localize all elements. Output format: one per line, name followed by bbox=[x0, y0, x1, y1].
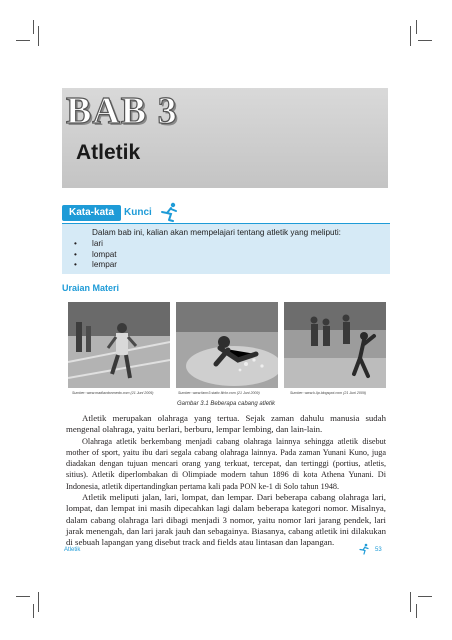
chapter-number: BAB 3 bbox=[66, 90, 178, 132]
photo-throw bbox=[284, 302, 386, 388]
body-text bbox=[66, 413, 386, 549]
keywords-tab: Kata-kata bbox=[62, 205, 121, 221]
figure-caption: Gambar 3.1 Beberapa cabang atletik bbox=[176, 401, 276, 407]
crop-mark bbox=[410, 26, 411, 46]
paragraph: Atletik merupakan olahraga yang tertua. Sejak zaman dahulu manusia sudah mengenal olahraga, yaitu berlari, berburu, lempar lembing, dan lain-lain. bbox=[66, 413, 386, 435]
crop-mark bbox=[38, 26, 39, 46]
section-heading: Uraian Materi bbox=[62, 283, 120, 293]
keywords-box bbox=[62, 205, 390, 275]
crop-mark bbox=[33, 20, 34, 34]
footer-chapter-label: Atletik bbox=[64, 547, 81, 553]
crop-mark bbox=[418, 596, 432, 597]
runner-icon bbox=[358, 543, 370, 555]
photo-source: Sumber: www.k-lip.blogspot.com (21 Juni 2009) bbox=[290, 391, 367, 395]
photo-source: Sumber: www.madlavdonmedo.com (21 Juni 2009) bbox=[72, 391, 154, 395]
keyword-item: • lari bbox=[74, 239, 117, 250]
crop-mark bbox=[16, 40, 30, 41]
keyword-item: • lempar bbox=[74, 260, 117, 271]
crop-mark bbox=[16, 596, 30, 597]
keywords-list bbox=[74, 239, 117, 271]
crop-mark bbox=[416, 20, 417, 34]
page-number: 53 bbox=[375, 547, 382, 553]
crop-mark bbox=[416, 604, 417, 618]
paragraph: Atletik meliputi jalan, lari, lompat, dan lempar. Dari beberapa cabang olahraga lari, lompat, dan lempat ini masih dipecahkan lagi dalam beberapa kategori nomor. Misalnya, dalam cabang olahraga lari dibagi menjadi 3 nomor, yaitu nomor lari jarang pendek, lari jarak menengah, dan lari jarak jauh dan sebagainya. Biasanya, cabang atletik ini dilakukan di sebuah lapangan yang disebut track and fields atau lintasan dan lapangan. bbox=[66, 491, 386, 548]
runner-icon bbox=[158, 201, 180, 223]
photo-source: Sumber: www.farm3.static.flickr.com (21 Juni 2009) bbox=[178, 391, 260, 395]
photo-runner bbox=[68, 302, 170, 388]
photo-long-jump bbox=[176, 302, 278, 388]
crop-mark bbox=[418, 40, 432, 41]
chapter-title: Atletik bbox=[76, 141, 141, 164]
crop-mark bbox=[38, 592, 39, 612]
keywords-tab-secondary: Kunci bbox=[124, 207, 152, 218]
crop-mark bbox=[33, 604, 34, 618]
keywords-content bbox=[62, 223, 390, 274]
keywords-intro: Dalam bab ini, kalian akan mempelajari tentang atletik yang meliputi: bbox=[92, 228, 341, 237]
crop-mark bbox=[410, 592, 411, 612]
keyword-item: • lompat bbox=[74, 250, 117, 261]
paragraph: Olahraga atletik berkembang menjadi cabang olahraga lainnya sehingga atletik disebut mother of sport, yaitu ibu dari segala cabang olahraga lainnya. Pada zaman Yunani Kuno, juga diadakan dengan tujuan mencari orang yang terkuat, tercepat, dan tertinggi (portius, atletis, sitius). Atletik diperlombakan di Olimpiade modern tahun 1896 di kota Athena Yunani. Di Indonesia, atletik dipertandingkan pertama kali pada PON ke-1 di Solo tahun 1948. bbox=[66, 436, 386, 491]
